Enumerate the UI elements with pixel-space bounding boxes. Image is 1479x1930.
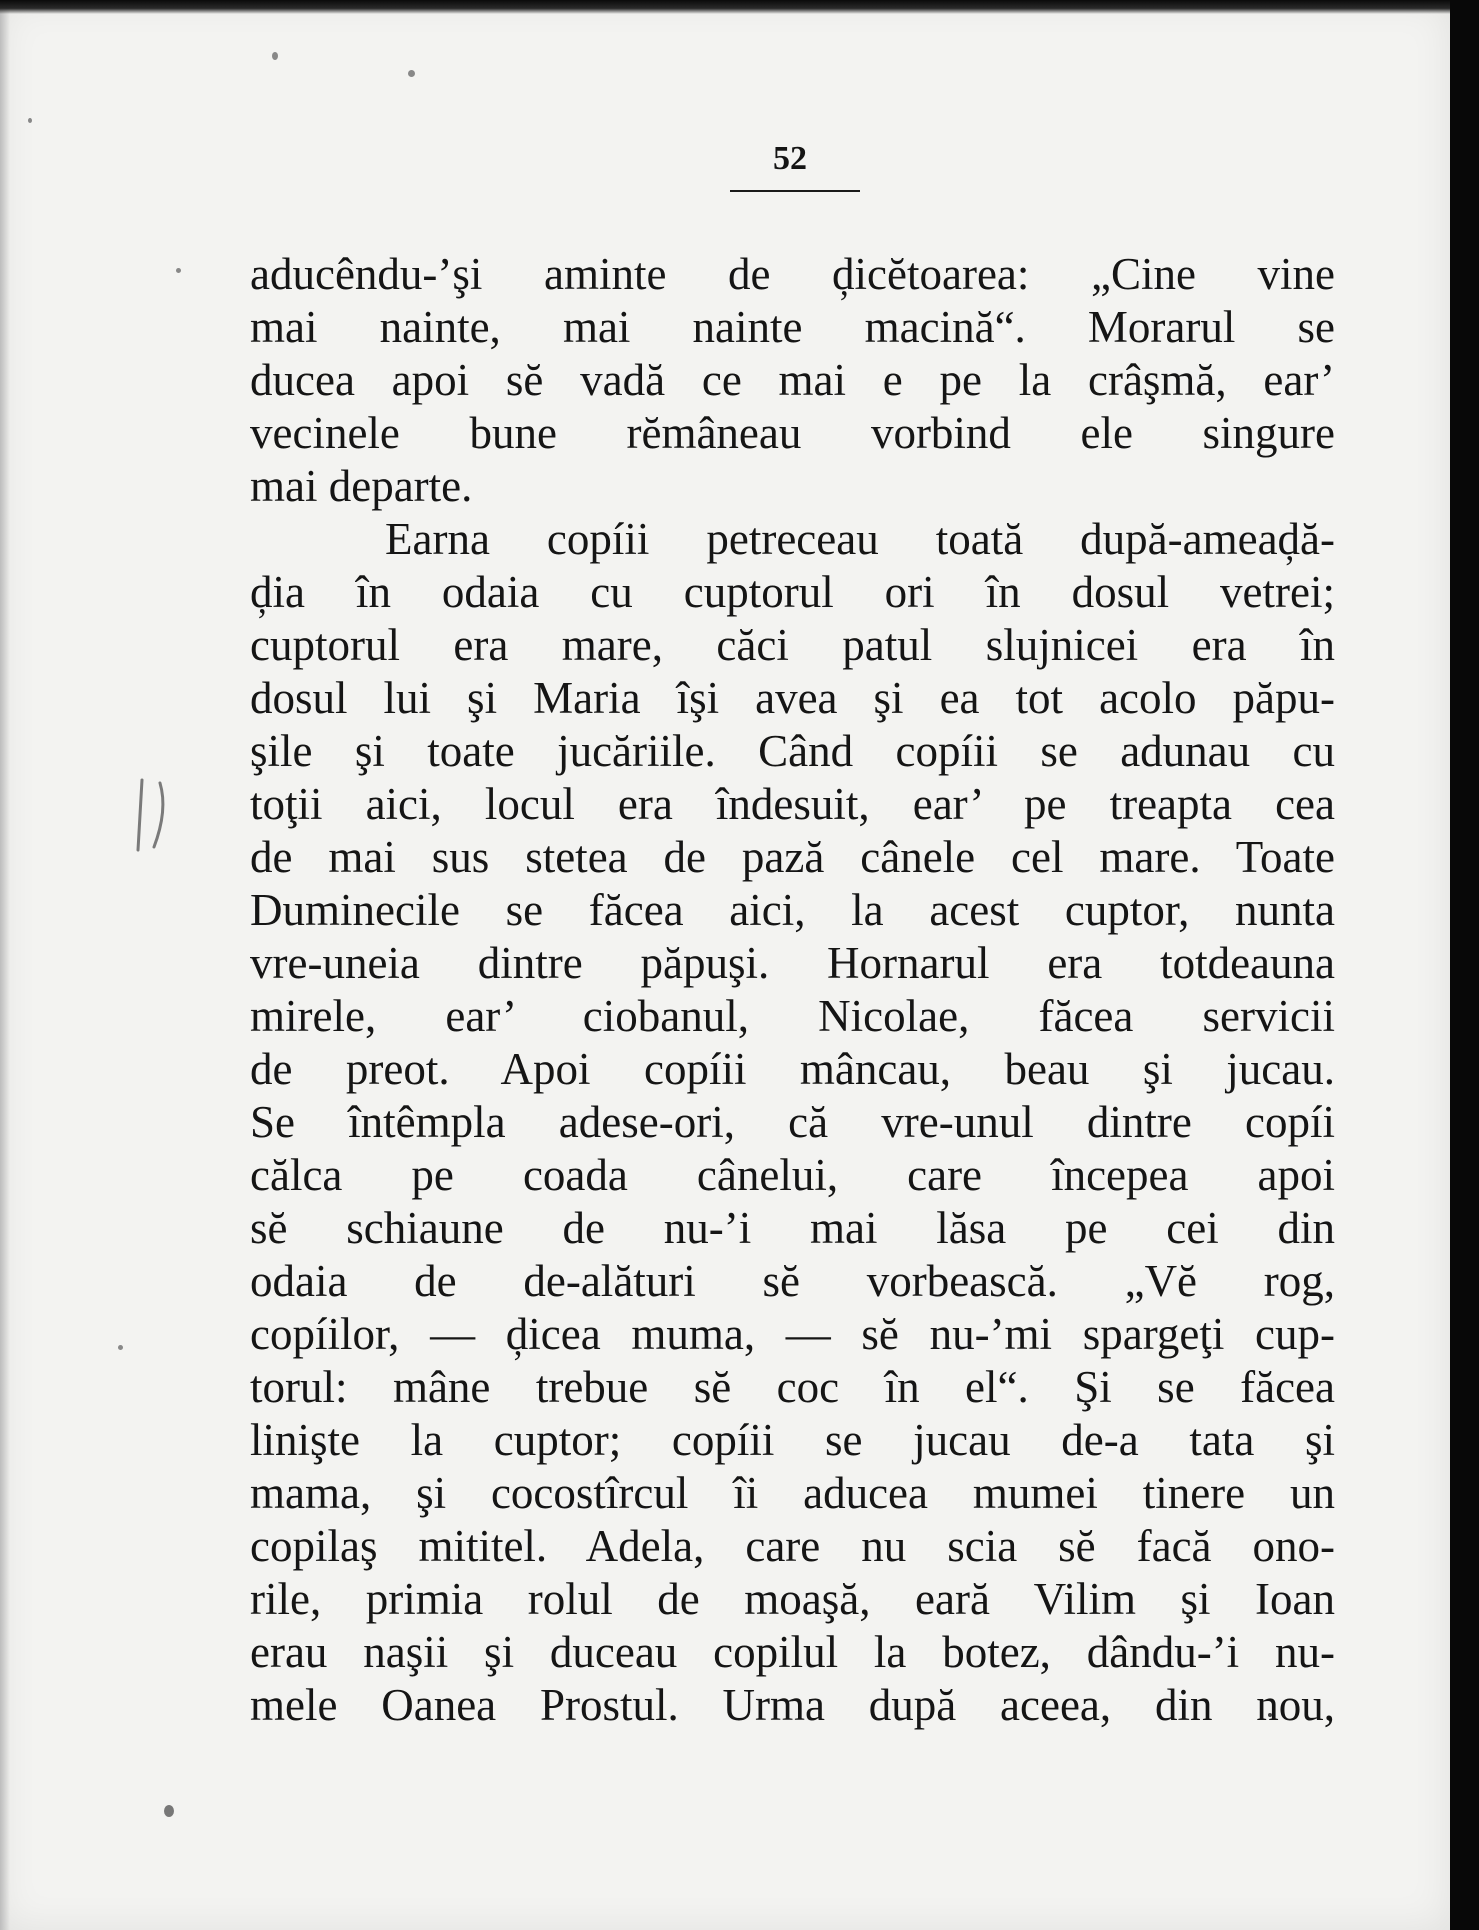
scan-speck	[164, 1805, 174, 1817]
text-line: copíilor, — ḑicea muma, — sĕ nu-’mi spargeţi cup-	[250, 1309, 1335, 1359]
text-line: mai departe.	[250, 461, 473, 511]
text-line: mele Oanea Prostul. Urma după aceea, din nou,	[250, 1680, 1335, 1730]
scan-right-border	[1450, 0, 1479, 1930]
text-line: de preot. Apoi copíii mâncau, beau şi jucau.	[250, 1044, 1335, 1094]
text-line: Se întêmpla adese-ori, că vre-unul dintre copíi	[250, 1097, 1335, 1147]
text-line: mai nainte, mai nainte macină“. Morarul se	[250, 302, 1335, 352]
text-line: toţii aici, locul era îndesuit, ear’ pe treapta cea	[250, 779, 1335, 829]
text-line: mirele, ear’ ciobanul, Nicolae, făcea servicii	[250, 991, 1335, 1041]
scan-top-border	[0, 0, 1479, 14]
scan-speck	[272, 52, 278, 60]
scan-speck	[28, 118, 32, 123]
text-line: cuptorul era mare, căci patul slujnicei era în	[250, 620, 1335, 670]
scan-speck	[408, 70, 415, 77]
header-rule	[730, 190, 860, 192]
text-line: Earna copíii petreceau toată după-ameaḑă-	[385, 514, 1335, 564]
scan-speck	[118, 1345, 123, 1350]
page-number: 52	[773, 140, 807, 177]
text-line: rile, primia rolul de moaşă, eară Vilim şi Ioan	[250, 1574, 1335, 1624]
text-line: călca pe coada cânelui, care începea apoi	[250, 1150, 1335, 1200]
text-line: Duminecile se făcea aici, la acest cuptor, nunta	[250, 885, 1335, 935]
scan-speck	[176, 268, 181, 273]
text-line: sĕ schiaune de nu-’i mai lăsa pe cei din	[250, 1203, 1335, 1253]
text-line: odaia de de-alături sĕ vorbească. „Vĕ rog,	[250, 1256, 1335, 1306]
text-line: torul: mâne trebue sĕ coc în el“. Şi se făcea	[250, 1362, 1335, 1412]
text-line: ducea apoi sĕ vadă ce mai e pe la crâşmă, ear’	[250, 355, 1335, 405]
text-line: ḑia în odaia cu cuptorul ori în dosul vetrei;	[250, 567, 1335, 617]
text-line: dosul lui şi Maria îşi avea şi ea tot acolo păpu-	[250, 673, 1335, 723]
text-line: linişte la cuptor; copíii se jucau de-a tata şi	[250, 1415, 1335, 1465]
text-line: şile şi toate jucăriile. Când copíii se adunau cu	[250, 726, 1335, 776]
text-line: vecinele bune rĕmâneau vorbind ele singure	[250, 408, 1335, 458]
text-line: copilaş mititel. Adela, care nu scia sĕ facă ono-	[250, 1521, 1335, 1571]
text-line: de mai sus stetea de pază cânele cel mare. Toate	[250, 832, 1335, 882]
text-line: vre-uneia dintre păpuşi. Hornarul era totdeauna	[250, 938, 1335, 988]
page-left-shadow	[0, 0, 10, 1930]
text-line: mama, şi cocostîrcul îi aducea mumei tinere un	[250, 1468, 1335, 1518]
body-text	[250, 248, 1335, 1732]
text-line: aducêndu-’şi aminte de ḑicĕtoarea: „Cine vine	[250, 249, 1335, 299]
pencil-margin-mark	[132, 775, 182, 855]
text-line: erau naşii şi duceau copilul la botez, dându-’i nu-	[250, 1627, 1335, 1677]
